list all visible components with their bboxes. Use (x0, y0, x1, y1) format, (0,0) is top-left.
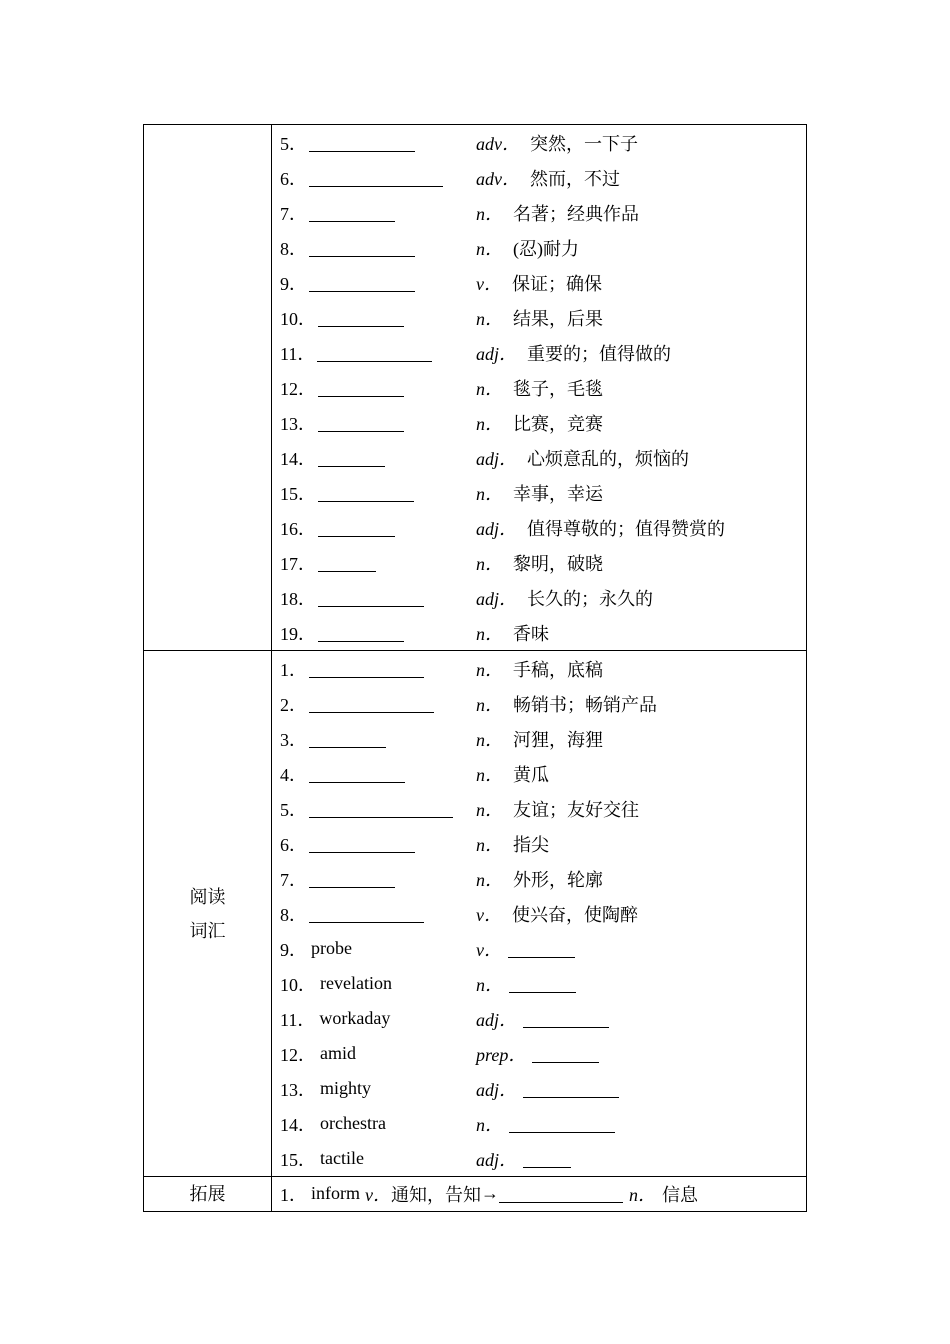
answer-blank[interactable] (309, 168, 443, 187)
answer-blank[interactable] (318, 588, 424, 607)
answer-blank[interactable] (309, 904, 424, 923)
list-item (280, 931, 806, 966)
answer-blank[interactable] (309, 729, 386, 748)
answer-blank[interactable] (523, 1079, 619, 1098)
part-of-speech: n． (476, 553, 503, 574)
item-number: 2． (280, 694, 307, 715)
part-of-speech: n． (476, 659, 503, 680)
part-of-speech: n． (476, 483, 503, 504)
part-of-speech: n． (476, 729, 503, 750)
answer-blank[interactable] (318, 518, 395, 537)
item-number: 13． (280, 413, 316, 434)
vocab-word: mighty (320, 1078, 372, 1098)
part-of-speech: adj． (476, 448, 518, 469)
item-number: 3． (280, 729, 307, 750)
item-number: 1． (280, 659, 307, 680)
item-number: 10． (280, 308, 316, 329)
items-cell-extend (272, 1177, 807, 1212)
item-number: 12． (280, 1044, 316, 1065)
answer-blank[interactable] (309, 799, 453, 818)
meaning-text: 结果，后果 (513, 308, 603, 329)
part-of-speech: n． (476, 869, 503, 890)
item-number: 15． (280, 483, 316, 504)
table-section-top (144, 125, 807, 651)
answer-blank[interactable] (309, 273, 415, 292)
list-item (280, 756, 806, 791)
answer-blank[interactable] (309, 659, 424, 678)
part-of-speech: n． (476, 694, 503, 715)
item-number: 5． (280, 133, 307, 154)
part-of-speech: v． (476, 273, 502, 294)
item-number: 7． (280, 869, 307, 890)
part-of-speech: n． (476, 834, 503, 855)
list-item (280, 440, 806, 475)
answer-blank[interactable] (309, 203, 395, 222)
meaning-text: 通知，告知 (391, 1184, 481, 1205)
meaning-text: 保证；确保 (512, 273, 602, 294)
part-of-speech: n． (476, 238, 503, 259)
answer-blank[interactable] (309, 869, 395, 888)
vocab-word: inform (311, 1183, 360, 1203)
answer-blank[interactable] (509, 1114, 615, 1133)
part-of-speech: n． (476, 378, 503, 399)
list-item (280, 405, 806, 440)
part-of-speech: n． (476, 203, 503, 224)
target-meaning-text: 信息 (662, 1184, 698, 1205)
answer-blank[interactable] (318, 413, 404, 432)
item-number: 8． (280, 238, 307, 259)
item-number: 9． (280, 939, 307, 960)
meaning-text: 指尖 (513, 834, 549, 855)
meaning-text: 黄瓜 (513, 764, 549, 785)
part-of-speech: adj． (476, 518, 518, 539)
part-of-speech: adj． (476, 588, 518, 609)
meaning-text: 香味 (513, 623, 549, 644)
list-item (280, 896, 806, 931)
part-of-speech: n． (476, 308, 503, 329)
list-item (280, 966, 806, 1001)
list-item (280, 1177, 806, 1210)
item-number: 7． (280, 203, 307, 224)
item-number: 5． (280, 799, 307, 820)
meaning-text: 河狸，海狸 (513, 729, 603, 750)
meaning-text: 长久的；永久的 (527, 588, 654, 609)
meaning-text: 手稿，底稿 (513, 659, 603, 680)
item-number: 19． (280, 623, 316, 644)
list-item (280, 826, 806, 861)
answer-blank[interactable] (309, 133, 415, 152)
item-number: 6． (280, 834, 307, 855)
meaning-text: 然而，不过 (530, 168, 620, 189)
vocab-word: tactile (320, 1148, 364, 1168)
section-label-extend: 拓展 (144, 1177, 272, 1212)
part-of-speech: v． (476, 939, 502, 960)
vocab-word: amid (320, 1043, 356, 1063)
list-item (280, 1141, 806, 1176)
list-item (280, 545, 806, 580)
list-item (280, 300, 806, 335)
item-number: 1． (280, 1184, 307, 1205)
answer-blank[interactable] (318, 553, 376, 572)
answer-blank[interactable] (318, 378, 404, 397)
part-of-speech: adv． (476, 133, 520, 154)
answer-blank[interactable] (523, 1009, 609, 1028)
section-label-line2: 词汇 (189, 920, 226, 941)
item-number: 12． (280, 378, 316, 399)
list-item (280, 230, 806, 265)
part-of-speech: n． (476, 413, 503, 434)
answer-blank[interactable] (318, 308, 404, 327)
section-label-reading (144, 651, 272, 1177)
list-item (280, 195, 806, 230)
arrow-icon: → (481, 1183, 499, 1203)
item-number: 6． (280, 168, 307, 189)
vocabulary-table (143, 124, 807, 1212)
answer-blank[interactable] (309, 694, 434, 713)
part-of-speech: v． (476, 904, 502, 925)
list-item (280, 370, 806, 405)
item-number: 14． (280, 448, 316, 469)
part-of-speech: n． (476, 623, 503, 644)
answer-blank[interactable] (309, 238, 415, 257)
meaning-text: 畅销书；畅销产品 (513, 694, 657, 715)
answer-blank[interactable] (509, 974, 576, 993)
list-item (280, 335, 806, 370)
part-of-speech: adj． (476, 343, 518, 364)
meaning-text: 突然，一下子 (530, 133, 638, 154)
meaning-text: 比赛，竞赛 (513, 413, 603, 434)
list-item (280, 125, 806, 160)
meaning-text: (忍)耐力 (513, 238, 579, 259)
section-label-empty (144, 125, 272, 651)
items-cell-reading (272, 651, 807, 1177)
table-section-reading (144, 651, 807, 1177)
target-part-of-speech: n． (629, 1184, 656, 1205)
list-item (280, 861, 806, 896)
answer-blank[interactable] (318, 448, 385, 467)
vocab-word: probe (311, 938, 352, 958)
list-item (280, 686, 806, 721)
part-of-speech: v． (365, 1184, 391, 1205)
list-item (280, 651, 806, 686)
vocab-word: revelation (320, 973, 392, 993)
answer-blank[interactable] (309, 764, 405, 783)
answer-blank[interactable] (317, 343, 432, 362)
items-cell-top (272, 125, 807, 651)
part-of-speech: n． (476, 764, 503, 785)
list-item (280, 265, 806, 300)
meaning-text: 外形，轮廓 (513, 869, 603, 890)
answer-blank[interactable] (318, 483, 414, 502)
part-of-speech: prep． (476, 1044, 527, 1065)
list-item (280, 1001, 806, 1036)
part-of-speech: adj． (476, 1009, 518, 1030)
item-number: 13． (280, 1079, 316, 1100)
meaning-text: 名著；经典作品 (513, 203, 639, 224)
vocab-word: workaday (319, 1008, 391, 1028)
list-item (280, 510, 806, 545)
list-item (280, 615, 806, 650)
list-item (280, 1071, 806, 1106)
item-number: 9． (280, 273, 307, 294)
vocab-word: orchestra (320, 1113, 386, 1133)
part-of-speech: adj． (476, 1149, 518, 1170)
meaning-text: 心烦意乱的，烦恼的 (527, 448, 690, 469)
list-item (280, 1106, 806, 1141)
meaning-text: 黎明，破晓 (513, 553, 603, 574)
list-item (280, 721, 806, 756)
answer-blank[interactable] (499, 1184, 623, 1203)
part-of-speech: adj． (476, 1079, 518, 1100)
item-number: 4． (280, 764, 307, 785)
meaning-text: 毯子，毛毯 (513, 378, 603, 399)
meaning-text: 使兴奋，使陶醉 (512, 904, 638, 925)
item-number: 15． (280, 1149, 316, 1170)
list-item (280, 475, 806, 510)
list-item (280, 160, 806, 195)
part-of-speech: n． (476, 974, 503, 995)
answer-blank[interactable] (309, 834, 415, 853)
table-section-extend (144, 1177, 807, 1212)
answer-blank[interactable] (508, 939, 575, 958)
item-number: 11． (280, 343, 316, 364)
answer-blank[interactable] (532, 1044, 599, 1063)
list-item (280, 580, 806, 615)
item-number: 8． (280, 904, 307, 925)
list-item (280, 791, 806, 826)
item-number: 11． (280, 1009, 316, 1030)
answer-blank[interactable] (318, 623, 404, 642)
item-number: 14． (280, 1114, 316, 1135)
part-of-speech: adv． (476, 168, 520, 189)
item-number: 16． (280, 518, 316, 539)
meaning-text: 友谊；友好交往 (513, 799, 639, 820)
part-of-speech: n． (476, 1114, 503, 1135)
section-label-line1: 阅读 (189, 886, 226, 907)
part-of-speech: n． (476, 799, 503, 820)
item-number: 17． (280, 553, 316, 574)
item-number: 18． (280, 588, 316, 609)
meaning-text: 重要的；值得做的 (527, 343, 672, 364)
answer-blank[interactable] (523, 1149, 571, 1168)
item-number: 10． (280, 974, 316, 995)
list-item (280, 1036, 806, 1071)
meaning-text: 值得尊敬的；值得赞赏的 (527, 518, 726, 539)
meaning-text: 幸事，幸运 (513, 483, 603, 504)
